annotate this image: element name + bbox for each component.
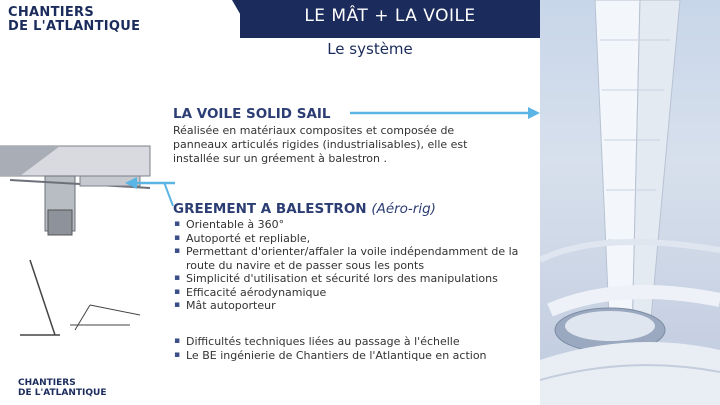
rig-technical-drawing bbox=[0, 140, 172, 360]
logo-line1: CHANTIERS bbox=[8, 5, 95, 20]
section-title-solid-sail: LA VOILE SOLID SAIL bbox=[173, 106, 331, 122]
list-item: ▪ Permettant d'orienter/affaler la voile indépendamment de la route du navire et de passer sous les ponts bbox=[173, 245, 543, 272]
list-item: ▪ Difficultés techniques liées au passage à l'échelle bbox=[173, 335, 543, 349]
list-item: ▪ Simplicité d'utilisation et sécurité lors des manipulations bbox=[173, 272, 543, 286]
balestron-rig-drawing bbox=[0, 140, 172, 360]
arrow-pointer-icon bbox=[125, 176, 175, 190]
arrow-right-icon bbox=[350, 106, 540, 120]
solid-sail-illustration bbox=[540, 0, 720, 405]
list-item: ▪ Mât autoporteur bbox=[173, 299, 543, 313]
list-item: ▪ Autoporté et repliable, bbox=[173, 232, 543, 246]
page-subtitle: Le système bbox=[327, 40, 413, 58]
page-title: LE MÂT + LA VOILE bbox=[304, 6, 476, 26]
section-title-balestron bbox=[173, 201, 436, 217]
list-item: ▪ Le BE ingénierie de Chantiers de l'Atlantique en action bbox=[173, 349, 543, 363]
section-title-balestron-main: GREEMENT A BALESTRON bbox=[173, 201, 367, 217]
logo-line2: DE L'ATLANTIQUE bbox=[8, 19, 141, 34]
list-item: ▪ Orientable à 360° bbox=[173, 218, 543, 232]
balestron-challenges-list bbox=[173, 335, 543, 362]
list-item: ▪ Efficacité aérodynamique bbox=[173, 286, 543, 300]
section-title-balestron-suffix: (Aéro-rig) bbox=[371, 201, 436, 217]
ship-render-image bbox=[540, 0, 720, 405]
logo-footer-line1: CHANTIERS bbox=[18, 378, 76, 388]
logo-footer-line2: DE L'ATLANTIQUE bbox=[18, 388, 107, 398]
balestron-feature-list bbox=[173, 218, 543, 313]
company-logo bbox=[8, 6, 140, 34]
company-logo-footer bbox=[18, 378, 106, 398]
section-solid-sail-text: Réalisée en matériaux composites et composée de panneaux articulés rigides (industrialisables), elle est installée sur un gréement à balestron . bbox=[173, 124, 468, 165]
